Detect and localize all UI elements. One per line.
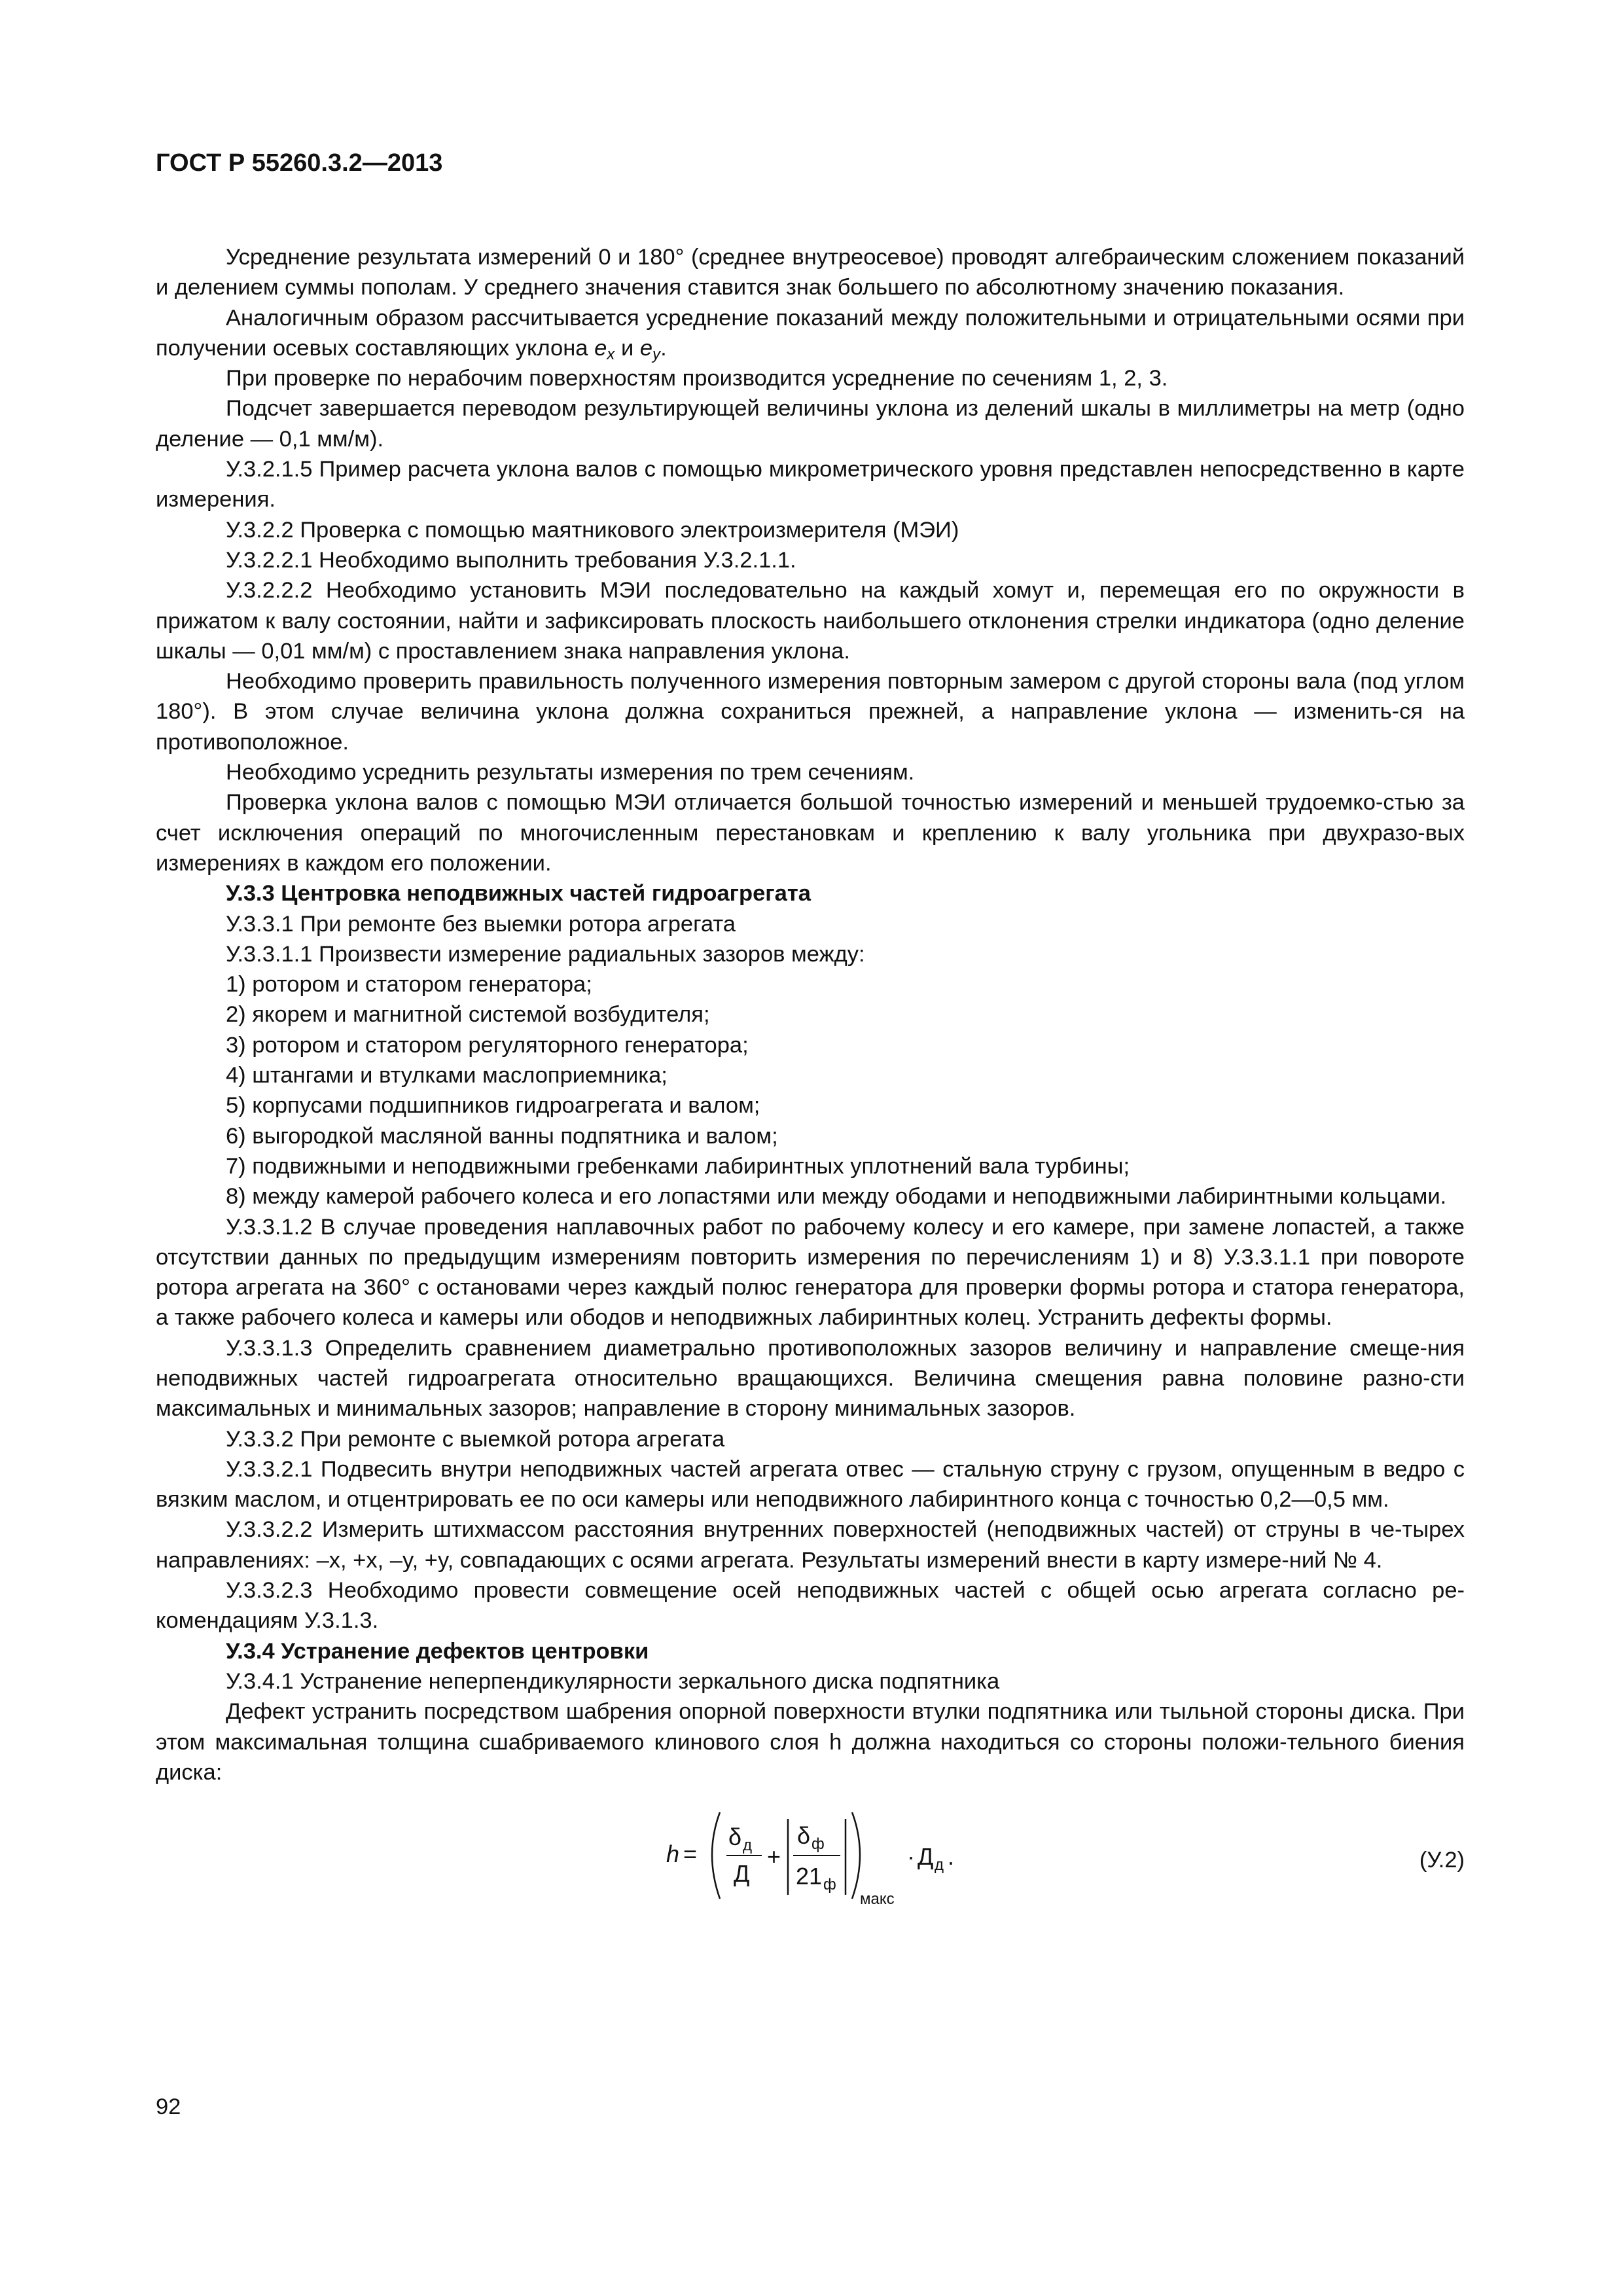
paragraph-text: При проверке по нерабочим поверхностям производится усреднение по сечениям 1, 2, 3.: [226, 366, 1168, 391]
formula-den1: Д: [734, 1860, 750, 1888]
equation-number: (У.2): [1419, 1848, 1465, 1873]
paragraph-text: Необходимо усреднить результаты измерения по трем сечениям.: [226, 760, 915, 785]
paragraph: [156, 909, 1465, 939]
formula-num1-sub: д: [743, 1837, 753, 1855]
paragraph: [156, 1696, 1465, 1787]
paragraph: [156, 393, 1465, 454]
formula-u2: [666, 1807, 1150, 1912]
document-page: [156, 148, 1465, 1914]
paragraph: [156, 757, 1465, 787]
paragraph: [156, 515, 1465, 545]
paragraph-text: У.3.3.2.3 Необходимо провести совмещение осей неподвижных частей с общей осью агрегата согласно ре-комендациям У.3.1.3.: [156, 1578, 1465, 1634]
paragraph: [156, 939, 1465, 969]
paragraph-text: 1) ротором и статором генератора;: [226, 972, 592, 997]
paragraph: [156, 454, 1465, 515]
paragraph-text: Необходимо проверить правильность полученного измерения повторным замером с другой стороны вала (под углом 180°). В этом случае величина уклона должна сохраниться прежней, а направление уклона — изменить-ся на противоположное.: [156, 669, 1465, 755]
paragraph-text: Дефект устранить посредством шабрения опорной поверхности втулки подпятника или тыльной стороны диска. При этом максимальная толщина сшабриваемого клинового слоя h должна находиться со стороны положи-тельного биения диска:: [156, 1699, 1465, 1785]
paragraph-text: У.3.4.1 Устранение неперпендикулярности зеркального диска подпятника: [226, 1668, 1000, 1694]
paragraph-text: 6) выгородкой масляной ванны подпятника и валом;: [226, 1123, 778, 1149]
paragraph-text: У.3.3.2 При ремонте с выемкой ротора агрегата: [226, 1426, 725, 1452]
paragraph-text: 3) ротором и статором регуляторного генератора;: [226, 1032, 749, 1058]
paragraph: [156, 1575, 1465, 1636]
paragraph-text: У.3.3.1.2 В случае проведения наплавочных работ по рабочему колесу и его камере, при замене лопастей, а также отсутствии данных по предыдущим измерениям повторить измерения по перечислениям 1) и 8) У.3.3.1.1 при повороте ротора агрегата на 360° с остановами через каждый полюс генератора для проверки формы ротора и статора генератора, а также рабочего колеса и камеры или ободов и неподвижных лабиринтных колец. Устранить дефекты формы.: [156, 1214, 1465, 1331]
paragraph: [156, 1090, 1465, 1121]
formula-max-sub: макс: [860, 1890, 895, 1909]
paragraph: [156, 1060, 1465, 1090]
paragraph-text: Подсчет завершается переводом результирующей величины уклона из делений шкалы в миллиметры на метр (одно деление — 0,1 мм/м).: [156, 396, 1465, 452]
paragraph: [156, 1454, 1465, 1515]
paragraph: [156, 1151, 1465, 1181]
paragraph-text: 5) корпусами подшипников гидроагрегата и валом;: [226, 1093, 760, 1119]
paragraph-text: У.3.2.2 Проверка с помощью маятникового электроизмерителя (МЭИ): [226, 517, 959, 543]
paragraph: [156, 575, 1465, 666]
paragraph-text: У.3.3 Центровка неподвижных частей гидроагрегата: [226, 881, 811, 906]
paragraph-text: 2) якорем и магнитной системой возбудителя;: [226, 1002, 710, 1028]
paragraph: [156, 242, 1465, 303]
subscript-y: y: [652, 345, 661, 363]
formula-mult: Д: [918, 1843, 934, 1871]
formula-num1: δ: [728, 1823, 742, 1851]
formula-plus: +: [767, 1843, 781, 1871]
formula-num2: δ: [797, 1822, 811, 1850]
paragraph: [156, 1424, 1465, 1454]
paragraph: [156, 1515, 1465, 1575]
paragraph-text: У.3.3.1 При ремонте без выемки ротора агрегата: [226, 911, 736, 937]
paragraph-text: У.3.2.2.2 Необходимо установить МЭИ последовательно на каждый хомут и, перемещая его по окружности в прижатом к валу состоянии, найти и зафиксировать плоскость наибольшего отклонения стрелки индикатора (одно деление шкалы — 0,01 мм/м) с проставлением знака направления уклона.: [156, 578, 1465, 664]
paragraph: [156, 1666, 1465, 1696]
paragraph: [156, 999, 1465, 1030]
subscript-x: x: [607, 345, 615, 363]
formula-eq: =: [683, 1840, 698, 1868]
axis-components: [588, 336, 667, 361]
paragraph-text: У.3.3.1.1 Произвести измерение радиальных зазоров между:: [226, 941, 865, 967]
paragraph: [156, 969, 1465, 999]
paragraph: [156, 1181, 1465, 1211]
paragraph: [156, 1030, 1465, 1060]
page-number: 92: [156, 2094, 181, 2119]
symbol-e: e: [594, 335, 607, 361]
conjunction: и: [620, 335, 634, 361]
paragraph: [156, 1121, 1465, 1151]
formula-den2: 21: [796, 1863, 823, 1890]
paragraph: [156, 1636, 1465, 1666]
paragraph-text: Проверка уклона валов с помощью МЭИ отличается большой точностью измерений и меньшей трудоемко-стью за счет исключения операций по многочисленным перестановкам и креплению к валу угольника при двухразо-вых измерениях в каждом его положении.: [156, 790, 1465, 876]
formula-den2-sub: ф: [823, 1876, 836, 1894]
paragraph: [156, 363, 1465, 393]
paragraph: [156, 787, 1465, 878]
formula-mult-sub: д: [935, 1856, 944, 1874]
paragraph: [156, 878, 1465, 908]
paragraph: [156, 1333, 1465, 1424]
paragraph-text: У.3.3.2.2 Измерить штихмассом расстояния внутренних поверхностей (неподвижных частей) от струны в че-тырех направлениях: –x, +x, –y, +y, совпадающих с осями агрегата. Результаты измерений внести в карту измере-ний № 4.: [156, 1517, 1465, 1573]
paragraph-text: У.3.2.1.5 Пример расчета уклона валов с помощью микрометрического уровня представлен непосредственно в карте измерения.: [156, 457, 1465, 512]
formula-num2-sub: ф: [812, 1835, 825, 1854]
paragraph-text: 7) подвижными и неподвижными гребенками лабиринтных уплотнений вала турбины;: [226, 1153, 1130, 1179]
paragraph-text: 4) штангами и втулками маслоприемника;: [226, 1063, 668, 1088]
paragraph: [156, 666, 1465, 757]
formula-row: [156, 1807, 1465, 1914]
paragraph-text: Аналогичным образом рассчитывается усреднение показаний между положительными и отрицательными осями при получении осевых составляющих уклона: [156, 305, 1465, 361]
paragraph-text: 8) между камерой рабочего колеса и его лопастями или между ободами и неподвижными лабиринтными кольцами.: [226, 1184, 1447, 1210]
paragraph-text: У.3.3.2.1 Подвесить внутри неподвижных частей агрегата отвес — стальную струну с грузом, опущенным в ведро с вязким маслом, и отцентрировать ее по оси камеры или неподвижного лабиринтного конца с точностью 0,2—0,5 мм.: [156, 1456, 1465, 1513]
formula-lhs: h: [666, 1840, 680, 1868]
paragraph: [156, 1212, 1465, 1333]
document-body: [156, 242, 1465, 1787]
period: .: [660, 335, 667, 361]
paragraph: [156, 545, 1465, 575]
paragraph-text: У.3.2.2.1 Необходимо выполнить требования У.3.2.1.1.: [226, 547, 796, 573]
document-header: ГОСТ Р 55260.3.2—2013: [156, 149, 443, 177]
formula-end: .: [948, 1843, 955, 1871]
paragraph-text: У.3.3.1.3 Определить сравнением диаметрально противоположных зазоров величину и направление смеще-ния неподвижных частей гидроагрегата относительно вращающихся. Величина смещения равна половине разно-сти максимальных и минимальных зазоров; направление в сторону минимальных зазоров.: [156, 1335, 1465, 1422]
paragraph-text: Усреднение результата измерений 0 и 180° (среднее внутреосевое) проводят алгебраическим сложением показаний и делением суммы пополам. У среднего значения ставится знак большего по абсолютному значению показания.: [156, 245, 1465, 300]
formula-dot: ·: [907, 1843, 915, 1871]
symbol-e: e: [639, 335, 653, 361]
paragraph: [156, 303, 1465, 364]
paragraph-text: У.3.4 Устранение дефектов центровки: [226, 1638, 649, 1664]
